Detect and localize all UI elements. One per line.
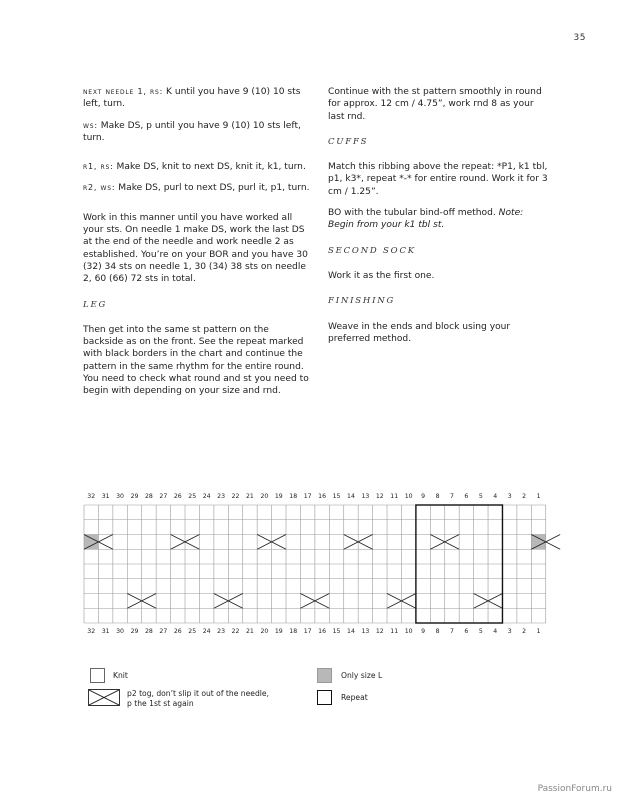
p2tog-x-mark <box>214 594 243 609</box>
column-number-bottom: 27 <box>159 628 168 635</box>
column-number-top: 10 <box>404 493 413 500</box>
column-number-bottom: 21 <box>246 628 254 635</box>
p2tog-x-icon <box>89 690 119 705</box>
column-number-top: 22 <box>231 493 240 500</box>
p2tog-x-mark <box>387 594 416 609</box>
p2tog-x-mark <box>344 535 373 550</box>
p2tog-x-mark <box>171 535 200 550</box>
column-number-bottom: 1 <box>536 628 541 635</box>
column-number-top: 5 <box>478 493 483 500</box>
p2tog-legend-label <box>127 689 269 709</box>
column-number-bottom: 11 <box>390 628 399 635</box>
column-number-top: 20 <box>260 493 269 500</box>
r2-para <box>83 182 311 194</box>
ws-tag: ws: <box>83 120 98 130</box>
column-number-bottom: 19 <box>274 628 283 635</box>
p2tog-x-mark <box>171 535 200 550</box>
column-number-bottom: 2 <box>522 628 527 635</box>
column-number-top: 23 <box>217 493 226 500</box>
bo-text: BO with the tubular bind-off method. <box>328 208 496 219</box>
p2tog-legend-swatch <box>88 689 120 706</box>
p2tog-x-mark <box>214 594 243 609</box>
p2tog-x-mark <box>474 594 503 609</box>
column-number-bottom: 25 <box>188 628 197 635</box>
p2tog-line2: p the 1st st again <box>127 699 194 708</box>
column-number-bottom: 12 <box>375 628 384 635</box>
repeat-legend-swatch <box>317 690 332 705</box>
p2tog-x-mark <box>474 594 503 609</box>
knit-legend-label: Knit <box>113 671 128 680</box>
only-size-l-label: Only size L <box>341 671 383 680</box>
gray-cell <box>84 535 98 550</box>
column-number-top: 16 <box>318 493 327 500</box>
column-number-top: 15 <box>332 493 341 500</box>
column-number-top: 18 <box>289 493 298 500</box>
column-number-top: 24 <box>202 493 211 500</box>
p2tog-x-mark <box>127 594 156 609</box>
continue-text: Continue with the st pattern smoothly in round for approx. 12 cm / 4.75”, work rnd 8 as your last rnd. <box>328 87 542 122</box>
column-number-top: 28 <box>144 493 153 500</box>
column-number-bottom: 15 <box>332 628 341 635</box>
p2tog-x-mark <box>430 535 459 550</box>
column-number-bottom: 24 <box>202 628 211 635</box>
p2tog-x-mark <box>344 535 373 550</box>
work-manner-text: Work in this manner until you have worked all your sts. On needle 1 make DS, work the last DS at the end of the needle and work needle 2 as established. You’re on your BOR and you have 30 (32) 34 sts on needle 1, 30 (34) 38 sts on needle 2, 60 (66) 72 sts in total. <box>83 212 308 285</box>
column-number-bottom: 32 <box>87 628 96 635</box>
column-number-bottom: 8 <box>435 628 440 635</box>
second-sock-text: Work it as the first one. <box>328 270 435 281</box>
column-number-top: 9 <box>421 493 426 500</box>
column-number-bottom: 28 <box>144 628 153 635</box>
column-number-bottom: 18 <box>289 628 298 635</box>
column-number-top: 3 <box>507 493 512 500</box>
column-number-top: 1 <box>536 493 541 500</box>
column-number-top: 12 <box>375 493 384 500</box>
p2tog-line1: p2 tog, don’t slip it out of the needle, <box>127 689 269 698</box>
only-size-l-swatch <box>317 668 332 683</box>
column-number-top: 27 <box>159 493 168 500</box>
page-number: 35 <box>573 33 586 43</box>
ws-para <box>83 120 311 145</box>
column-number-bottom: 16 <box>318 628 327 635</box>
right-column <box>328 86 550 354</box>
column-number-top: 19 <box>274 493 283 500</box>
column-number-bottom: 13 <box>361 628 370 635</box>
column-number-bottom: 7 <box>449 628 454 635</box>
leg-heading: LEG <box>83 299 108 310</box>
column-number-bottom: 4 <box>493 628 498 635</box>
p2tog-x-mark <box>531 535 560 550</box>
p2tog-x-mark <box>430 535 459 550</box>
bo-note: Note: Begin from your k1 tbl st. <box>328 208 524 231</box>
knit-legend-swatch <box>90 668 105 683</box>
p2tog-x-mark <box>531 535 560 550</box>
left-column <box>83 86 311 407</box>
column-number-bottom: 14 <box>347 628 355 635</box>
second-sock-heading: SECOND SOCK <box>328 245 416 256</box>
r1-text: Make DS, knit to next DS, knit it, k1, turn. <box>116 162 306 173</box>
cuffs-text: Match this ribbing above the repeat: *P1, k1 tbl, p1, k3*, repeat *-* for entire round. Work it for 3 cm / 1.25”. <box>328 162 548 197</box>
p2tog-x-mark <box>84 535 113 550</box>
column-number-bottom: 9 <box>421 628 426 635</box>
leg-text: Then get into the same st pattern on the backside as on the front. See the repeat marked with black borders in the chart and continue the pattern in the same rhythm for the entire round. You need to check what round and st you need to begin with depending on your size and rnd. <box>83 324 309 397</box>
repeat-border <box>416 505 503 623</box>
finishing-heading: FINISHING <box>328 296 396 307</box>
r1-tag: r1, rs: <box>83 162 114 172</box>
column-number-top: 25 <box>188 493 197 500</box>
next-needle-tag: next needle 1, rs: <box>83 87 164 96</box>
column-number-bottom: 30 <box>116 628 125 635</box>
column-number-top: 21 <box>246 493 254 500</box>
column-number-top: 7 <box>449 493 454 500</box>
r2-tag: r2, ws: <box>83 183 116 193</box>
column-number-bottom: 5 <box>478 628 483 635</box>
column-number-top: 6 <box>464 493 469 500</box>
column-number-top: 14 <box>347 493 355 500</box>
column-number-top: 4 <box>493 493 498 500</box>
column-number-top: 29 <box>130 493 139 500</box>
column-number-top: 32 <box>87 493 96 500</box>
column-number-bottom: 31 <box>101 628 110 635</box>
r2-text: Make DS, purl to next DS, purl it, p1, turn. <box>118 183 310 194</box>
column-number-bottom: 6 <box>464 628 469 635</box>
column-number-top: 11 <box>390 493 399 500</box>
column-number-top: 26 <box>173 493 182 500</box>
column-number-bottom: 29 <box>130 628 139 635</box>
column-number-bottom: 20 <box>260 628 269 635</box>
p2tog-x-mark <box>84 535 113 550</box>
column-number-bottom: 10 <box>404 628 413 635</box>
next-needle-para <box>83 86 311 111</box>
p2tog-x-mark <box>257 535 286 550</box>
finishing-text: Weave in the ends and block using your preferred method. <box>328 321 511 344</box>
repeat-legend-label: Repeat <box>341 693 368 702</box>
cuffs-heading: CUFFS <box>328 136 369 147</box>
watermark: PassionForum.ru <box>537 784 612 794</box>
column-number-top: 30 <box>116 493 125 500</box>
gray-cell <box>531 535 545 550</box>
column-number-bottom: 3 <box>507 628 512 635</box>
ws-text: Make DS, p until you have 9 (10) 10 sts left, turn. <box>83 120 301 143</box>
p2tog-x-mark <box>257 535 286 550</box>
column-number-bottom: 22 <box>231 628 240 635</box>
bo-para <box>328 207 550 232</box>
column-number-top: 31 <box>101 493 110 500</box>
p2tog-x-mark <box>127 594 156 609</box>
next-needle-text: K until you have 9 (10) 10 sts left, turn. <box>83 87 301 110</box>
column-number-bottom: 23 <box>217 628 226 635</box>
r1-para <box>83 161 311 173</box>
column-number-top: 2 <box>522 493 527 500</box>
p2tog-x-mark <box>387 594 416 609</box>
column-number-top: 13 <box>361 493 370 500</box>
p2tog-x-mark <box>300 594 329 609</box>
p2tog-x-mark <box>300 594 329 609</box>
column-number-top: 17 <box>303 493 312 500</box>
column-number-bottom: 17 <box>303 628 312 635</box>
column-number-bottom: 26 <box>173 628 182 635</box>
column-number-top: 8 <box>435 493 440 500</box>
